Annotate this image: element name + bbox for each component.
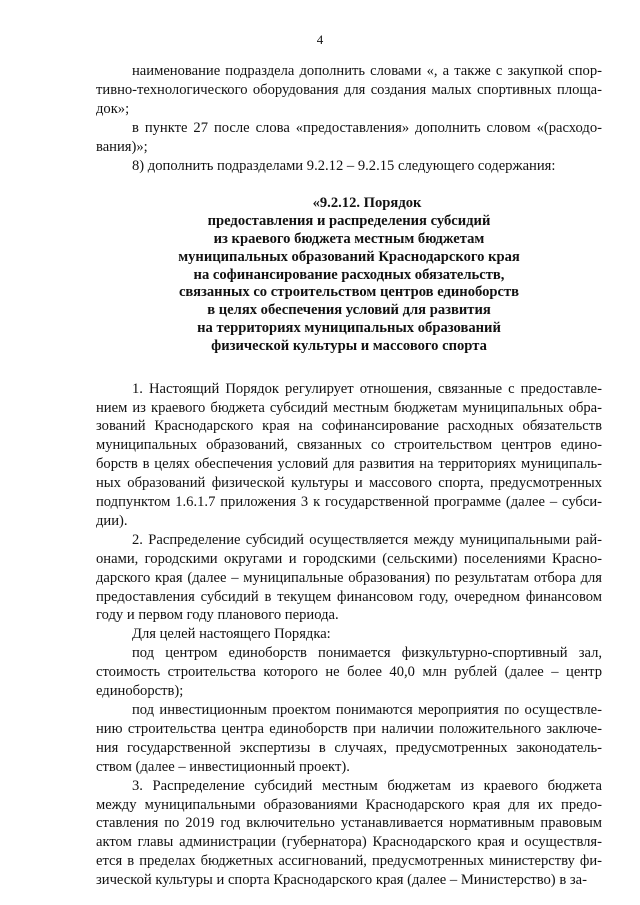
procedure-paragraphs — [96, 380, 602, 890]
text-line: ством (далее – инвестиционный проект). — [96, 758, 350, 775]
text-line: ставления по 2019 год включительно устанавливается нормативным правовым — [96, 815, 602, 832]
text-line: муниципальных образований, связанных со строительством центров едино- — [96, 437, 602, 454]
text-line: ных образований физической культуры и массового спорта, предусмотренных — [96, 475, 602, 492]
text-line: предоставления субсидий в текущем финансовом году, очередном финансовом — [96, 588, 602, 605]
text-line: 1. Настоящий Порядок регулирует отношения, связанные с предоставле- — [132, 380, 602, 397]
text-line: подпунктом 1.6.1.7 приложения 3 к государственной программе (далее – субси- — [96, 494, 602, 511]
text-line: в пункте 27 после слова «предоставления» дополнить словом «(расходо- — [132, 119, 602, 136]
heading-line: связанных со строительством центров единоборств — [178, 284, 520, 301]
amendment-paragraph — [96, 119, 602, 157]
amendment-paragraph — [96, 62, 602, 119]
procedure-paragraph — [96, 380, 602, 531]
text-line: ния государственной экспертизы в случаях, предусмотренных законодатель- — [96, 739, 602, 756]
text-line: 8) дополнить подразделами 9.2.12 – 9.2.15 следующего содержания: — [132, 157, 556, 174]
text-line: под инвестиционным проектом понимаются мероприятия по осуществле- — [132, 702, 602, 719]
amendment-paragraphs — [96, 62, 602, 175]
procedure-paragraph — [96, 701, 602, 777]
text-line: тивно-технологического оборудования для создания малых спортивных площа- — [96, 81, 602, 98]
heading-line: на софинансирование расходных обязательств, — [193, 266, 505, 283]
text-line: Для целей настоящего Порядка: — [132, 626, 331, 643]
text-line: году и первом году планового периода. — [96, 607, 339, 624]
text-line: нием из краевого бюджета субсидий местным бюджетам муниципальных обра- — [96, 399, 602, 416]
section-heading — [96, 195, 602, 355]
text-line: онами, городскими округами и городскими (сельскими) поселениями Красно- — [96, 550, 602, 567]
text-line: дии). — [96, 512, 128, 529]
procedure-paragraph — [96, 625, 602, 644]
text-line: зической культуры и спорта Краснодарского края (далее – Министерство) в за- — [96, 872, 587, 889]
text-line: стоимость строительства которого не более 40,0 млн рублей (далее – центр — [96, 664, 602, 681]
page-number: 4 — [316, 32, 324, 47]
heading-line: в целях обеспечения условий для развития — [207, 302, 491, 319]
document-body — [96, 62, 602, 890]
amendment-paragraph — [96, 157, 602, 176]
text-line: дарского края (далее – муниципальные образования) по результатам отбора для — [96, 569, 602, 586]
text-line: борств в целях обеспечения условий для развития на территориях муниципаль- — [96, 456, 602, 473]
procedure-paragraph — [96, 777, 602, 890]
text-line: между муниципальными образованиями Краснодарского края для их предо- — [96, 796, 602, 813]
heading-number: «9.2.12. Порядок — [312, 195, 422, 212]
heading-line: предоставления и распределения субсидий — [207, 213, 491, 230]
heading-line: муниципальных образований Краснодарского края — [178, 248, 520, 265]
text-line: вания)»; — [96, 138, 148, 155]
text-line: наименование подраздела дополнить словами «, а также с закупкой спор- — [132, 63, 602, 79]
text-line: актом главы администрации (губернатора) Краснодарского края и осуществля- — [96, 834, 602, 851]
text-line: док»; — [96, 100, 130, 117]
text-line: единоборств); — [96, 683, 184, 700]
heading-line: из краевого бюджета местным бюджетам — [213, 231, 485, 248]
text-line: 2. Распределение субсидий осуществляется между муниципальными рай- — [132, 531, 602, 548]
heading-line: физической культуры и массового спорта — [211, 337, 487, 354]
text-line: ется в пределах бюджетных ассигнований, предусмотренных министерству фи- — [96, 853, 602, 870]
text-line: нию строительства центра единоборств при наличии положительного заключе- — [96, 720, 602, 737]
text-line: зований Краснодарского края на софинансирование расходных обязательств — [96, 418, 602, 435]
heading-line: на территориях муниципальных образований — [197, 320, 501, 337]
text-line: под центром единоборств понимается физкультурно-спортивный зал, — [132, 645, 602, 662]
text-line: 3. Распределение субсидий местным бюджетам из краевого бюджета — [132, 777, 602, 794]
procedure-paragraph — [96, 531, 602, 626]
procedure-paragraph — [96, 644, 602, 701]
